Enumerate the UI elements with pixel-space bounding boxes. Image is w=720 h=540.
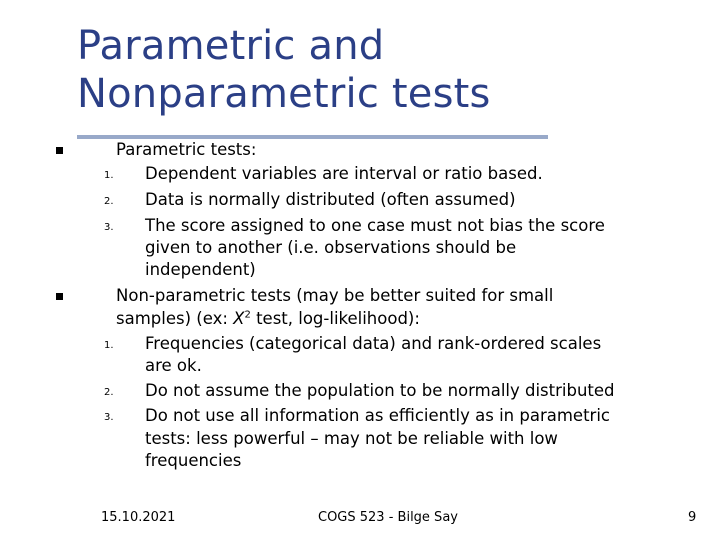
list-item: Frequencies (categorical data) and rank-ordered scales (145, 334, 602, 353)
list-number: 3. (104, 412, 114, 423)
footer-date: 15.10.2021 (101, 510, 176, 525)
list-number: 2. (104, 387, 114, 398)
list-number: 1. (104, 340, 114, 351)
heading-text: test, log-likelihood): (250, 309, 420, 328)
title-line-2: Nonparametric tests (77, 71, 491, 117)
list-number: 1. (104, 170, 114, 181)
superscript: 2 (244, 309, 251, 321)
page-number: 9 (688, 510, 697, 525)
chi-symbol: X (233, 309, 245, 328)
list-item-continuation: given to another (i.e. observations should be (145, 238, 517, 257)
list-item: Dependent variables are interval or ratio based. (145, 164, 543, 183)
nonparametric-heading-continuation (116, 307, 420, 330)
parametric-heading: Parametric tests: (116, 140, 257, 159)
list-number: 3. (104, 222, 114, 233)
list-item-continuation: tests: less powerful – may not be reliable with low (145, 429, 558, 448)
square-bullet-icon (56, 293, 63, 300)
list-item-continuation: are ok. (145, 356, 202, 375)
list-item: Data is normally distributed (often assumed) (145, 190, 516, 209)
nonparametric-heading: Non-parametric tests (may be better suited for small (116, 286, 554, 305)
slide-title (77, 22, 677, 118)
list-item-continuation: independent) (145, 260, 256, 279)
footer-course: COGS 523 - Bilge Say (318, 510, 458, 525)
heading-text: samples) (ex: (116, 309, 234, 328)
title-line-1: Parametric and (77, 23, 385, 69)
square-bullet-icon (56, 147, 63, 154)
list-item-continuation: frequencies (145, 451, 242, 470)
list-item: Do not use all information as efficiently as in parametric (145, 406, 610, 425)
list-item: The score assigned to one case must not bias the score (145, 216, 605, 235)
list-item: Do not assume the population to be normally distributed (145, 381, 615, 400)
list-number: 2. (104, 196, 114, 207)
